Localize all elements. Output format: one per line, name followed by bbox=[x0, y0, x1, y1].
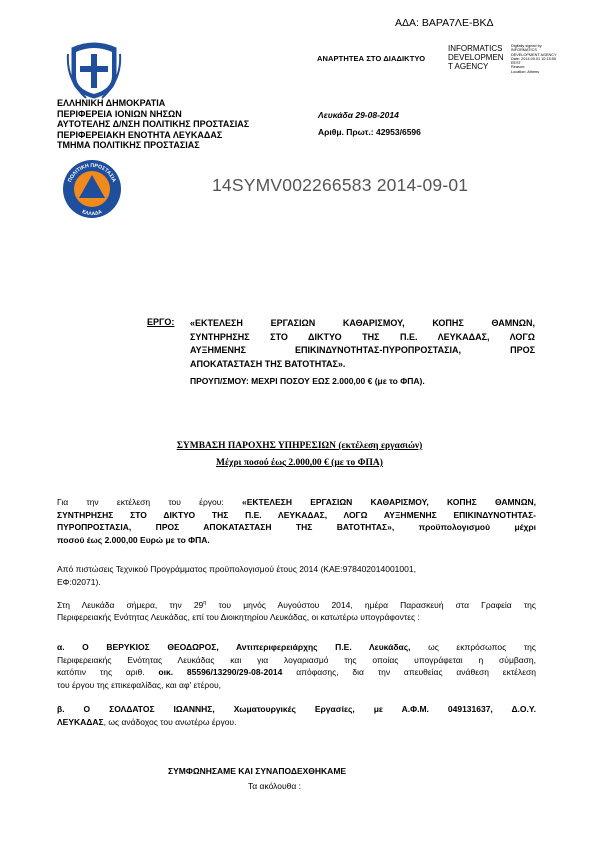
party-a-name: α. Ο ΒΕΡΥΚΙΟΣ ΘΕΟΔΩΡΟΣ, Αντιπεριφερειάρχης Π.Ε. Λευκάδας, bbox=[57, 642, 411, 652]
ida-line: T AGENCY bbox=[448, 62, 489, 71]
paragraph-lead: Για την εκτέλεση του έργου: bbox=[57, 497, 224, 507]
paragraph-line: ποσού έως 2.000,00 Ευρώ με το ΦΠΑ. bbox=[57, 534, 210, 545]
logo-text-top: ΠΟΛΙΤΙΚΗ ΠΡΟΣΤΑΣΙΑ bbox=[67, 162, 117, 184]
paragraph-party-b bbox=[57, 703, 536, 728]
header-line: ΤΜΗΜΑ ΠΟΛΙΤΙΚΗΣ ΠΡΟΣΤΑΣΙΑΣ bbox=[57, 140, 200, 150]
signature-line: Digitally signed by bbox=[511, 44, 542, 48]
protocol-number: Αριθμ. Πρωτ.: 42953/6596 bbox=[318, 127, 421, 137]
digital-signature-details bbox=[511, 44, 571, 74]
tax-office: ΛΕΥΚΑΔΑΣ bbox=[57, 716, 104, 727]
paragraph-place-date bbox=[57, 597, 536, 624]
paragraph-line bbox=[57, 496, 536, 509]
paragraph-text: κατόπιν της αριθ. bbox=[57, 667, 145, 678]
paragraph-bold: «ΕΚΤΕΛΕΣΗ ΕΡΓΑΣΙΩΝ ΚΑΘΑΡΙΣΜΟΥ, ΚΟΠΗΣ ΘΑΜΝΩΝ, bbox=[242, 497, 537, 507]
ida-line: INFORMATICS bbox=[448, 44, 503, 53]
agreement-heading: ΣΥΜΦΩΝΗΣΑΜΕ ΚΑΙ ΣΥΝΑΠΟΔΕΧΘΗΚΑΜΕ bbox=[168, 766, 347, 776]
paragraph-line bbox=[57, 597, 536, 611]
paragraph-funding bbox=[57, 563, 536, 588]
paragraph-line: ΣΥΝΤΗΡΗΣΗΣ ΣΤΟ ΔΙΚΤΥΟ ΤΗΣ Π.Ε. ΛΕΥΚΑΔΑΣ, ΛΟΓΩ ΑΥΞΗΜΕΝΗΣ ΕΠΙΚΙΝΔΥΝΟΤΗΤΑΣ- bbox=[57, 509, 536, 520]
header-line: ΑΥΤΟΤΕΛΗΣ Δ/ΝΣΗ ΠΟΛΙΤΙΚΗΣ ΠΡΟΣΤΑΣΙΑΣ bbox=[57, 119, 250, 129]
ergo-label: ΕΡΓΟ: bbox=[147, 317, 175, 327]
signature-line: EEST bbox=[511, 61, 521, 66]
header-line: ΕΛΛΗΝΙΚΗ ΔΗΜΟΚΡΑΤΙΑ bbox=[57, 98, 166, 108]
header-line: ΠΕΡΙΦΕΡΕΙΑΚΗ ΕΝΟΤΗΤΑ ΛΕΥΚΑΔΑΣ bbox=[57, 129, 223, 140]
ada-code: ΑΔΑ: ΒΑΡΑ7ΛΕ-ΒΚΔ bbox=[395, 17, 494, 29]
ida-line: DEVELOPMEN bbox=[448, 53, 504, 62]
ida-agency-label bbox=[448, 44, 508, 71]
ergo-line: ΣΥΝΤΗΡΗΣΗΣ ΣΤΟ ΔΙΚΤΥΟ ΤΗΣ Π.Ε. ΛΕΥΚΑΔΑΣ, ΛΟΓΩ bbox=[190, 331, 535, 342]
paragraph-text: απόφασης, δια την απευθείας ανάθεση εκτέλεση bbox=[282, 667, 536, 678]
paragraph-line: Περιφερειακής Ενότητας Λευκάδας και για λογαριασμό της οποίας υπογράφεται η σύμβαση, bbox=[57, 654, 536, 665]
signature-line: Location: Athens bbox=[511, 69, 540, 74]
ergo-description bbox=[190, 317, 535, 372]
logo-text-bottom: ΕΛΛΑΔΑ bbox=[81, 208, 103, 218]
paragraph-line: του έργου της επικεφαλίδας, και αφ' ετέρου, bbox=[57, 679, 221, 690]
paragraph-line bbox=[57, 716, 536, 729]
paragraph-text: , ως ανάδοχος του ανωτέρω έργου. bbox=[103, 716, 237, 727]
paragraph-line: Από πιστώσεις Τεχνικού Προγράμματος προϋπολογισμού έτους 2014 (ΚΑΕ:978402014001001, bbox=[57, 564, 416, 574]
issuer-header bbox=[57, 98, 249, 151]
signature-line: Reason: bbox=[511, 65, 526, 70]
document-date: Λευκάδα 29-08-2014 bbox=[318, 110, 399, 120]
paragraph-text: Στη Λευκάδα σήμερα, την 29 bbox=[57, 599, 204, 610]
paragraph-line: ΕΦ:02071). bbox=[57, 576, 101, 587]
paragraph-text: ως εκπρόσωπος της bbox=[410, 642, 536, 652]
paragraph-line bbox=[57, 641, 536, 654]
party-b-name: β. Ο ΣΟΛΔΑΤΟΣ ΙΩΑΝΝΗΣ, Χωματουργικές Εργασίες, με Α.Φ.Μ. 049131637, Δ.Ο.Υ. bbox=[57, 704, 536, 714]
diavgeia-stamp: 14SYMV002266583 2014-09-01 bbox=[212, 175, 469, 195]
contract-title: ΣΥΜΒΑΣΗ ΠΑΡΟΧΗΣ ΥΠΗΡΕΣΙΩΝ (εκτέλεση εργασιών) bbox=[176, 441, 423, 451]
signature-line: Date: 2014.09.01 10:15:55 bbox=[511, 56, 556, 61]
paragraph-text: του μηνός Αυγούστου 2014, ημέρα Παρασκευή στα Γραφεία της bbox=[206, 599, 536, 610]
paragraph-project bbox=[57, 496, 536, 546]
paragraph-line bbox=[57, 666, 536, 679]
following-label: Τα ακόλουθα : bbox=[248, 781, 302, 791]
paragraph-line: Περιφερειακής Ενότητας Λευκάδας, επί του Διοικητηρίου Λευκάδας, οι κατωτέρω υπογράφοντες : bbox=[57, 612, 420, 623]
superscript: η bbox=[203, 600, 207, 606]
signature-line: INFORMATICS bbox=[511, 48, 537, 53]
header-line: ΠΕΡΙΦΕΡΕΙΑ ΙΟΝΙΩΝ ΝΗΣΩΝ bbox=[57, 108, 182, 119]
posting-notice: ΑΝΑΡΤΗΤΕΑ ΣΤΟ ΔΙΑΔΙΚΤΥΟ bbox=[317, 54, 426, 63]
signature-line: DEVELOPMENT AGENCY bbox=[511, 52, 557, 57]
greek-emblem-icon bbox=[66, 40, 122, 100]
contract-subtitle: Μέχρι ποσού έως 2.000,00 € (με το ΦΠΑ) bbox=[216, 458, 383, 468]
budget-line: ΠΡΟΥΠ/ΣΜΟΥ: ΜΕΧΡΙ ΠΟΣΟΥ ΕΩΣ 2.000,00 € (με το ΦΠΑ). bbox=[190, 376, 425, 386]
ergo-line: «ΕΚΤΕΛΕΣΗ ΕΡΓΑΣΙΩΝ ΚΑΘΑΡΙΣΜΟΥ, ΚΟΠΗΣ ΘΑΜΝΩΝ, bbox=[190, 318, 535, 328]
paragraph-line: ΠΥΡΟΠΡΟΣΤΑΣΙΑ, ΠΡΟΣ ΑΠΟΚΑΤΑΣΤΑΣΗ ΤΗΣ ΒΑΤΟΤΗΤΑΣ», προϋπολογισμού μέχρι bbox=[57, 522, 536, 533]
civil-protection-logo-icon bbox=[61, 155, 123, 227]
ergo-line: ΑΥΞΗΜΕΝΗΣ ΕΠΙΚΙΝΔΥΝΟΤΗΤΑΣ-ΠΥΡΟΠΡΟΣΤΑΣΙΑ, ΠΡΟΣ bbox=[190, 345, 535, 356]
ergo-line: ΑΠΟΚΑΤΑΣΤΑΣΗ ΤΗΣ ΒΑΤΟΤΗΤΑΣ». bbox=[190, 359, 346, 370]
decision-number: οικ. 85596/13290/29-08-2014 bbox=[144, 667, 283, 678]
paragraph-party-a bbox=[57, 641, 536, 691]
